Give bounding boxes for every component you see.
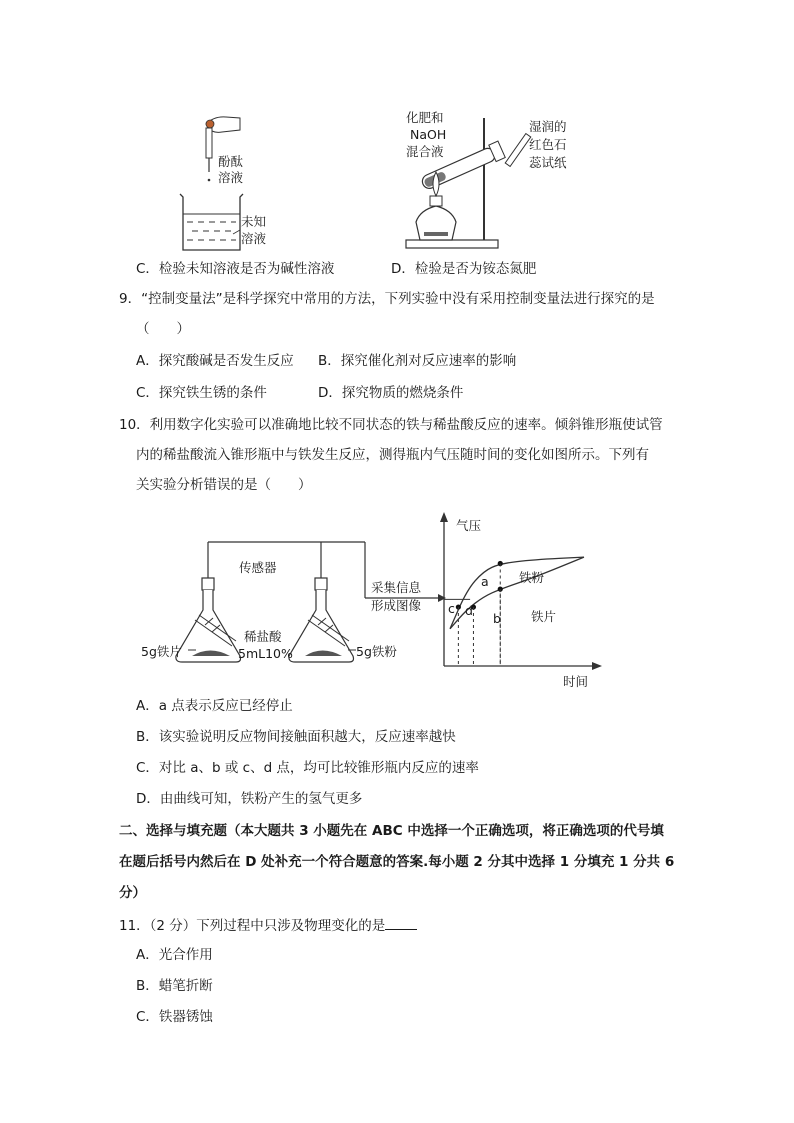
paper-label-1: 湿润的 xyxy=(529,119,567,134)
left-flask-label: 5g铁片 xyxy=(141,644,182,659)
series-line-1 xyxy=(450,557,584,629)
section2-heading-line1: 二、选择与填充题（本大题共 3 小题先在 ABC 中选择一个正确选项，将正确选项的代号填 xyxy=(119,823,664,839)
legend-powder: 铁粉 xyxy=(519,570,545,585)
q8-option-d: D．检验是否为铵态氮肥 xyxy=(391,261,537,277)
legend-sheet: 铁片 xyxy=(531,609,557,624)
q11-answer-blank xyxy=(385,915,417,930)
collect-label-1: 采集信息 xyxy=(371,580,422,595)
q10-option-d: D．由曲线可知，铁粉产生的氢气更多 xyxy=(136,791,363,807)
unknown-label-2: 溶液 xyxy=(241,231,267,246)
y-axis-label: 气压 xyxy=(456,518,482,533)
section2-heading-line3: 分） xyxy=(119,885,146,901)
q9-option-d: D．探究物质的燃烧条件 xyxy=(318,385,464,401)
mix-label-1: 化肥和 xyxy=(406,110,444,125)
x-axis-arrow xyxy=(592,662,602,670)
mix-label-3: 混合液 xyxy=(406,144,444,159)
unknown-label-1: 未知 xyxy=(241,214,267,229)
q9-option-a: A．探究酸碱是否发生反应 xyxy=(136,353,294,369)
point-c-label: c xyxy=(448,601,455,616)
series-line-0 xyxy=(450,557,584,629)
q9-option-b: B．探究催化剂对反应速率的影响 xyxy=(318,353,517,369)
mix-label-2: NaOH xyxy=(410,127,447,142)
q8-option-c: C．检验未知溶液是否为碱性溶液 xyxy=(136,261,335,277)
q9-paren: （ ） xyxy=(136,321,190,337)
q10-stem-line2: 内的稀盐酸流入锥形瓶中与铁发生反应，测得瓶内气压随时间的变化如图所示。下列有 xyxy=(136,447,649,463)
q11-stem-text: 11．（2 分）下列过程中只涉及物理变化的是 xyxy=(119,918,386,934)
paper-label-2: 红色石 xyxy=(529,137,567,152)
q11-stem xyxy=(119,915,417,935)
y-axis-arrow xyxy=(440,512,448,522)
q10-option-a: A．a 点表示反应已经停止 xyxy=(136,698,293,714)
q10-option-b: B．该实验说明反应物间接触面积越大，反应速率越快 xyxy=(136,729,456,745)
reagent-label-2: 溶液 xyxy=(218,170,244,185)
acid-label-2: 5mL10% xyxy=(238,646,293,661)
q11-option-c: C．铁器锈蚀 xyxy=(136,1009,213,1025)
section2-heading-line2: 在题后括号内然后在 D 处补充一个符合题意的答案.每小题 2 分其中选择 1 分填充 1 分共 6 xyxy=(119,854,675,870)
q10-option-c: C．对比 a、b 或 c、d 点，均可比较锥形瓶内反应的速率 xyxy=(136,760,479,776)
q9-option-c: C．探究铁生锈的条件 xyxy=(136,385,267,401)
q10-stem-line1: 10．利用数字化实验可以准确地比较不同状态的铁与稀盐酸反应的速率。倾斜锥形瓶使试管 xyxy=(119,417,663,433)
paper-label-3: 蕊试纸 xyxy=(529,155,567,170)
q11-option-b: B．蜡笔折断 xyxy=(136,978,213,994)
acid-label-1: 稀盐酸 xyxy=(244,629,282,644)
x-axis-label: 时间 xyxy=(563,674,589,689)
q9-stem: 9．“控制变量法”是科学探究中常用的方法，下列实验中没有采用控制变量法进行探究的是 xyxy=(119,291,655,307)
collect-label-2: 形成图像 xyxy=(371,598,422,613)
right-flask-label: 5g铁粉 xyxy=(356,644,397,659)
q10-stem-line3: 关实验分析错误的是（ ） xyxy=(136,477,312,493)
point-d-label: d xyxy=(465,603,473,618)
sensor-label: 传感器 xyxy=(239,560,277,575)
point-b-label: b xyxy=(493,611,501,626)
q11-option-a: A．光合作用 xyxy=(136,947,213,963)
point-a-label: a xyxy=(481,574,489,589)
reagent-label-1: 酚酞 xyxy=(218,154,244,169)
